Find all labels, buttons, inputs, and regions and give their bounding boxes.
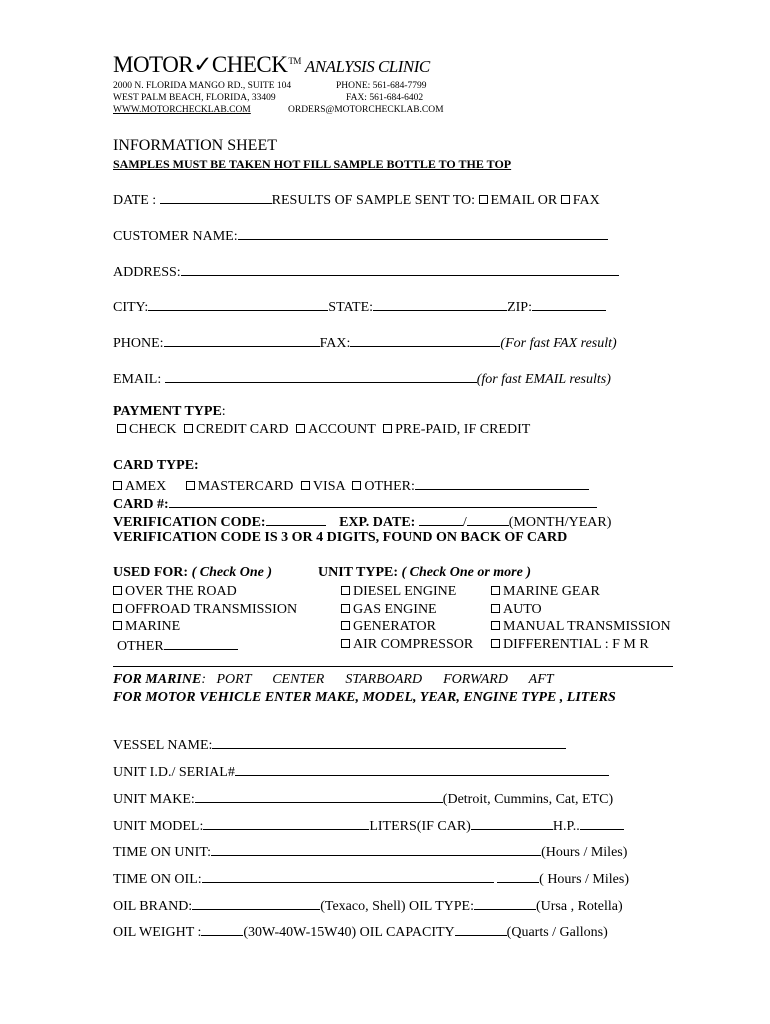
unit-generator: GENERATOR: [353, 619, 436, 635]
unit-make-label: UNIT MAKE:: [113, 792, 195, 807]
unit-make-row: [113, 789, 613, 808]
city-row: [113, 297, 606, 316]
auto-checkbox[interactable]: [491, 604, 500, 613]
exp-year-field[interactable]: [467, 512, 509, 526]
used-for-other-label: OTHER: [117, 639, 164, 655]
unit-type-option: [341, 583, 473, 601]
unit-air-compressor: AIR COMPRESSOR: [353, 637, 474, 653]
unit-type-option: [491, 583, 671, 601]
used-for-option: [113, 583, 297, 601]
fax-note: (For fast FAX result): [500, 336, 617, 351]
oil-weight-hint: (30W-40W-15W40): [243, 925, 357, 940]
fax-option: FAX: [572, 193, 600, 208]
customer-name-label: CUSTOMER NAME:: [113, 229, 238, 244]
amex-checkbox[interactable]: [113, 481, 122, 490]
used-for-offroad-transmission: OFFROAD TRANSMISSION: [125, 601, 298, 617]
unit-type-option: [491, 618, 671, 636]
brand-subtitle: ANALYSIS CLINIC: [304, 57, 430, 76]
time-on-oil-label: TIME ON OIL:: [113, 872, 202, 887]
customer-name-row: [113, 226, 608, 245]
card-visa: VISA: [312, 479, 345, 494]
card-number-label: CARD #:: [113, 497, 169, 512]
time-on-oil-extra-field[interactable]: [497, 869, 539, 883]
oil-capacity-hint: (Quarts / Gallons): [506, 925, 608, 940]
verification-note: VERIFICATION CODE IS 3 OR 4 DIGITS, FOUND ON BACK OF CARD: [113, 530, 568, 545]
payment-option-credit-card: CREDIT CARD: [195, 422, 289, 437]
fax-field[interactable]: [350, 333, 500, 347]
used-for-other-row: [113, 636, 297, 656]
serial-label: UNIT I.D./ SERIAL#: [113, 765, 235, 780]
exp-date-label: EXP. DATE:: [339, 515, 416, 530]
unit-model-field[interactable]: [203, 816, 369, 830]
unit-type-hint: ( Check One or more ): [401, 565, 532, 580]
oil-type-field[interactable]: [474, 896, 536, 910]
unit-manual-transmission: MANUAL TRANSMISSION: [503, 619, 671, 635]
used-for-other-field[interactable]: [164, 636, 238, 650]
other-card-checkbox[interactable]: [352, 481, 361, 490]
vehicle-note: FOR MOTOR VEHICLE ENTER MAKE, MODEL, YEAR, ENGINE TYPE , LITERS: [113, 690, 616, 705]
vessel-name-row: [113, 735, 566, 754]
unit-type-label: UNIT TYPE:: [318, 565, 399, 580]
used-for-options: [113, 583, 297, 656]
email-option: EMAIL OR: [490, 193, 558, 208]
section-divider: [113, 666, 673, 667]
unit-type-option: [491, 636, 671, 654]
diesel-engine-checkbox[interactable]: [341, 586, 350, 595]
payment-option-check: CHECK: [129, 422, 177, 437]
time-on-oil-hint: ( Hours / Miles): [539, 872, 629, 887]
other-card-field[interactable]: [415, 476, 589, 490]
unit-type-option: [341, 601, 473, 619]
orders-email: ORDERS@MOTORCHECKLAB.COM: [288, 105, 444, 115]
serial-field[interactable]: [235, 762, 609, 776]
card-number-row: [113, 494, 597, 513]
card-type-options: [113, 476, 589, 495]
time-on-unit-row: [113, 842, 627, 861]
check-checkbox[interactable]: [117, 424, 126, 433]
trademark: TM: [288, 56, 301, 66]
brand-logo: [113, 52, 430, 78]
address-line-2: WEST PALM BEACH, FLORIDA, 33409: [113, 93, 276, 103]
card-number-field[interactable]: [169, 494, 597, 508]
exp-slash: /: [462, 515, 467, 530]
time-on-oil-row: [113, 869, 629, 888]
used-for-hint: ( Check One ): [191, 565, 273, 580]
email-label: EMAIL:: [113, 372, 162, 387]
used-for-option: [113, 601, 297, 619]
date-label: DATE :: [113, 193, 157, 208]
oil-capacity-label: OIL CAPACITY: [359, 925, 455, 940]
unit-diesel-engine: DIESEL ENGINE: [353, 584, 457, 599]
unit-type-heading: [318, 565, 531, 581]
sample-instruction: SAMPLES MUST BE TAKEN HOT FILL SAMPLE BOTTLE TO THE TOP: [113, 157, 512, 171]
state-label: STATE:: [328, 300, 374, 315]
visa-checkbox[interactable]: [301, 481, 310, 490]
fax-checkbox[interactable]: [561, 195, 570, 204]
liters-label: LITERS(IF CAR): [369, 819, 471, 834]
used-for-label: USED FOR:: [113, 565, 189, 580]
time-on-unit-label: TIME ON UNIT:: [113, 845, 212, 860]
card-type-label: CARD TYPE:: [113, 458, 199, 473]
liters-field[interactable]: [471, 816, 553, 830]
account-checkbox[interactable]: [296, 424, 305, 433]
time-on-unit-field[interactable]: [211, 842, 541, 856]
fax-number: FAX: 561-684-6402: [346, 93, 424, 103]
used-for-option: [113, 618, 297, 636]
oil-type-hint: (Ursa , Rotella): [535, 899, 623, 914]
address-row: [113, 262, 619, 281]
over-the-road-checkbox[interactable]: [113, 586, 122, 595]
unit-model-row: [113, 816, 624, 835]
card-mastercard: MASTERCARD: [197, 479, 294, 494]
address-label: ADDRESS:: [113, 265, 181, 280]
hp-label: H.P..: [552, 819, 580, 834]
payment-option-prepaid: PRE-PAID, IF CREDIT: [395, 422, 531, 437]
brand-name: MOTOR✓CHECK: [113, 52, 288, 77]
phone-label: PHONE:: [113, 336, 164, 351]
exp-month-field[interactable]: [419, 512, 463, 526]
marine-label: FOR MARINE: [113, 672, 202, 687]
verification-row: [113, 512, 611, 531]
gas-engine-checkbox[interactable]: [341, 604, 350, 613]
unit-type-col1: [341, 583, 473, 654]
unit-type-option: [341, 636, 473, 654]
address-line-1: 2000 N. FLORIDA MANGO RD., SUITE 104: [113, 81, 292, 91]
city-label: CITY:: [113, 300, 149, 315]
oil-type-label: OIL TYPE:: [409, 899, 474, 914]
date-row: [113, 190, 600, 209]
air-compressor-checkbox[interactable]: [341, 639, 350, 648]
marine-checkbox[interactable]: [113, 621, 122, 630]
state-field[interactable]: [373, 297, 507, 311]
vessel-name-field[interactable]: [212, 735, 566, 749]
unit-type-option: [341, 618, 473, 636]
manual-transmission-checkbox[interactable]: [491, 621, 500, 630]
hp-field[interactable]: [580, 816, 624, 830]
used-for-marine: MARINE: [125, 619, 181, 635]
customer-name-field[interactable]: [238, 226, 608, 240]
page-title: INFORMATION SHEET: [113, 137, 277, 154]
used-for-over-the-road: OVER THE ROAD: [125, 584, 237, 599]
oil-brand-hint: (Texaco, Shell): [320, 899, 406, 914]
offroad-transmission-checkbox[interactable]: [113, 604, 122, 613]
unit-model-label: UNIT MODEL:: [113, 819, 204, 834]
phone-row: [113, 333, 617, 352]
unit-auto: AUTO: [503, 601, 542, 617]
unit-make-hint: (Detroit, Cummins, Cat, ETC): [442, 792, 614, 807]
generator-checkbox[interactable]: [341, 621, 350, 630]
city-field[interactable]: [148, 297, 328, 311]
used-for-heading: [113, 565, 272, 581]
card-other: OTHER:: [364, 479, 415, 494]
oil-brand-field[interactable]: [192, 896, 320, 910]
phone-number: PHONE: 561-684-7799: [336, 81, 427, 91]
time-on-oil-field[interactable]: [202, 869, 494, 883]
exp-format-hint: (MONTH/YEAR): [508, 515, 612, 530]
credit-card-checkbox[interactable]: [184, 424, 193, 433]
phone-field[interactable]: [164, 333, 320, 347]
payment-type-heading: [113, 404, 226, 420]
unit-type-option: [491, 601, 671, 619]
unit-marine-gear: MARINE GEAR: [503, 584, 600, 599]
oil-weight-field[interactable]: [201, 922, 243, 936]
payment-colon: :: [221, 404, 226, 419]
address-block: [113, 80, 291, 116]
unit-gas-engine: GAS ENGINE: [353, 601, 437, 617]
verification-field[interactable]: [266, 512, 326, 526]
email-field[interactable]: [165, 369, 477, 383]
zip-label: ZIP:: [507, 300, 532, 315]
payment-type-label: PAYMENT TYPE: [113, 404, 222, 419]
unit-make-field[interactable]: [195, 789, 443, 803]
email-checkbox[interactable]: [479, 195, 488, 204]
oil-weight-label: OIL WEIGHT :: [113, 925, 202, 940]
oil-weight-row: [113, 922, 608, 941]
results-label: RESULTS OF SAMPLE SENT TO:: [271, 193, 475, 208]
time-on-unit-hint: (Hours / Miles): [541, 845, 628, 860]
payment-options: [117, 422, 530, 438]
oil-capacity-field[interactable]: [455, 922, 507, 936]
marine-positions: : PORT CENTER STARBOARD FORWARD AFT: [201, 672, 554, 687]
verification-label: VERIFICATION CODE:: [113, 515, 266, 530]
fax-label: FAX:: [319, 336, 351, 351]
serial-row: [113, 762, 609, 781]
website-link[interactable]: WWW.MOTORCHECKLAB.COM: [113, 105, 251, 115]
date-field[interactable]: [160, 190, 272, 204]
address-field[interactable]: [181, 262, 619, 276]
unit-differential: DIFFERENTIAL : F M R: [503, 637, 649, 653]
email-note: (for fast EMAIL results): [476, 372, 611, 387]
vessel-name-label: VESSEL NAME:: [113, 738, 213, 753]
payment-option-account: ACCOUNT: [308, 422, 376, 437]
unit-type-col2: [491, 583, 671, 654]
zip-field[interactable]: [532, 297, 606, 311]
oil-brand-row: [113, 896, 623, 915]
card-amex: AMEX: [125, 479, 167, 494]
oil-brand-label: OIL BRAND:: [113, 899, 193, 914]
email-row: [113, 369, 611, 388]
differential-checkbox[interactable]: [491, 639, 500, 648]
mastercard-checkbox[interactable]: [186, 481, 195, 490]
prepaid-checkbox[interactable]: [383, 424, 392, 433]
marine-row: [113, 672, 554, 688]
marine-gear-checkbox[interactable]: [491, 586, 500, 595]
